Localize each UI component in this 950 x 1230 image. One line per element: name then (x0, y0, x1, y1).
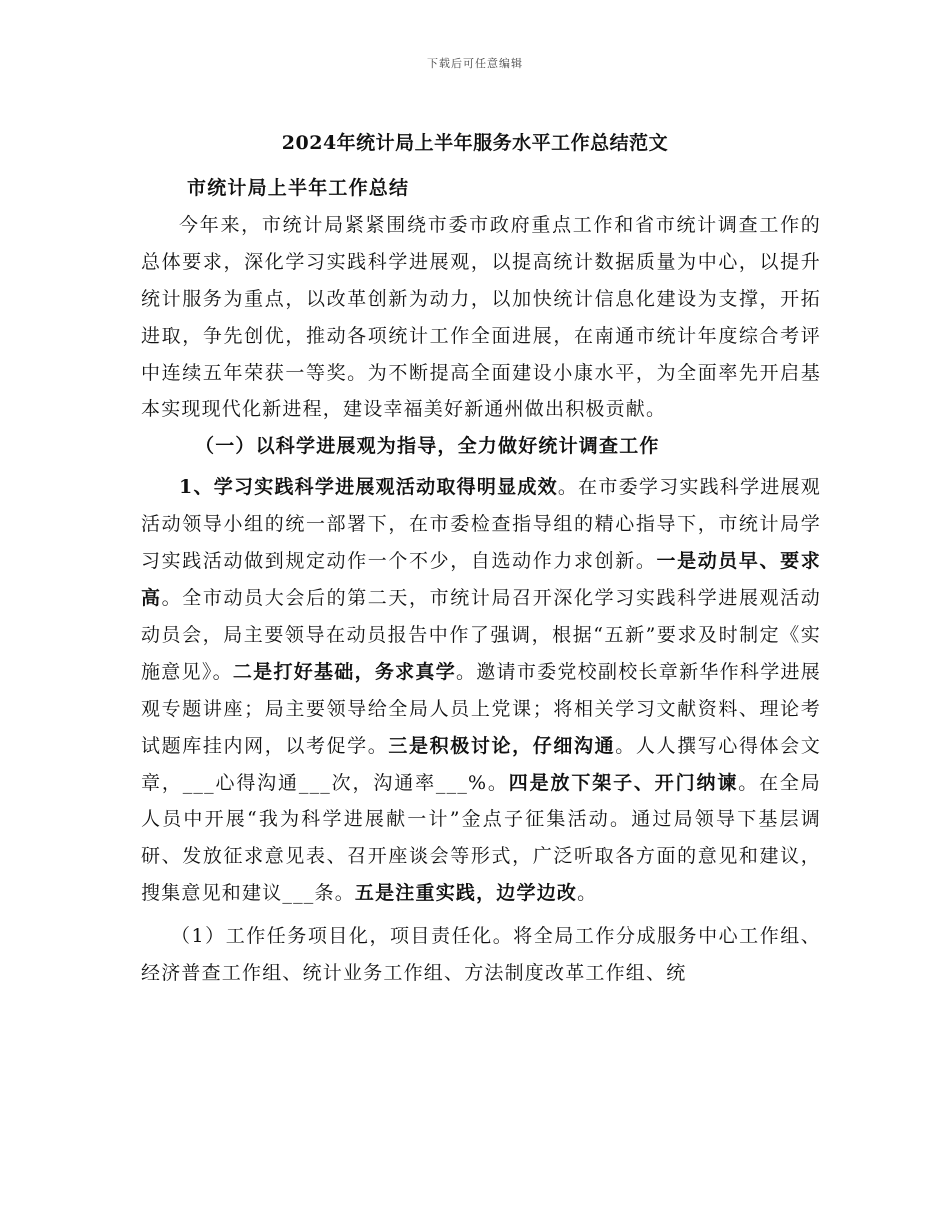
point4-heading: 四是放下架子、开门纳谏 (508, 771, 739, 794)
item1-paragraph (141, 465, 821, 912)
point1-heading: 一是动员早、要求高 (141, 550, 821, 609)
intro-paragraph: 今年来，市统计局紧紧围绕市委市政府重点工作和省市统计调查工作的总体要求，深化学习实践科学进展观，以提高统计数据质量为中心，以提升统计服务为重点，以改革创新为动力，以加快统计信息化建设为支撑，开拓进取，争先创优，推动各项统计工作全面进展，在南通市统计年度综合考评中连续五年荣获一等奖。为不断提高全面建设小康水平，为全面率先开启基本实现现代化新进程，建设幸福美好新通州做出积极贡献。 (141, 213, 821, 421)
point1-text: 。全市动员大会后的第二天，市统计局召开深化学习实践科学进展观活动动员会，局主要领导在动员报告中作了强调，根据“五新”要求及时制定《实施意见》。 (141, 586, 821, 683)
item1-heading: 1、学习实践科学进展观活动取得明显成效 (179, 476, 558, 499)
point4-text: 。在全局人员中开展“我为科学进展献一计”金点子征集活动。通过局领导下基层调研、发放征求意见表、召开座谈会等形式，广泛听取各方面的意见和建议，搜集意见和建议___条。 (141, 771, 821, 905)
point2-text: 。邀请市委党校副校长章新华作科学进展观专题讲座；局主要领导给全局人员上党课；将相关学习文献资料、理论考试题库挂内网，以考促学。 (141, 660, 821, 757)
part-heading: （一）以科学进展观为指导，全力做好统计调查工作 (195, 435, 660, 458)
point5-text: 。 (577, 882, 598, 905)
point5-heading: 五是注重实践，边学边改 (354, 882, 578, 905)
point2-heading: 二是打好基础，务求真学 (232, 660, 456, 683)
item1-text: 。在市委学习实践科学进展观活动领导小组的统一部署下，在市委检查指导组的精心指导下，市统计局学习实践活动做到规定动作一个不少，自选动作力求创新。 (141, 476, 821, 573)
point3-heading: 三是积极讨论，仔细沟通 (388, 734, 616, 757)
document-title: 2024年统计局上半年服务水平工作总结范文 (281, 132, 669, 154)
header-note: 下载后可任意编辑 (427, 57, 523, 70)
section-heading: 市统计局上半年工作总结 (187, 177, 410, 199)
work-task-paragraph: （1）工作任务项目化，项目责任化。将全局工作分成服务中心工作组、经济普查工作组、统计业务工作组、方法制度改革工作组、统 (141, 925, 821, 985)
document-body (141, 170, 821, 992)
point3-text: 。人人撰写心得体会文章，___心得沟通___次，沟通率___%。 (141, 734, 821, 794)
